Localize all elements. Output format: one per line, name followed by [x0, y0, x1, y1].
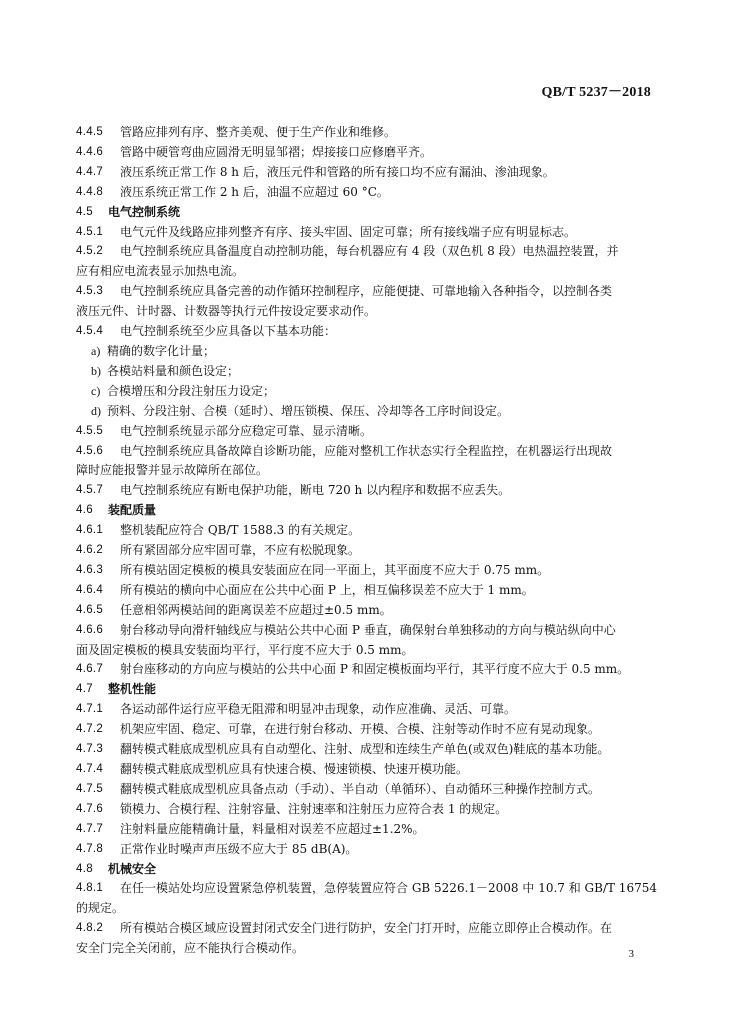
clause-text: 所有模站的横向中心面应在公共中心面 P 上，相互偏移误差不应大于 1 mm。 [120, 582, 534, 597]
clause-text: 在任一模站处均应设置紧急停机装置，急停装置应符合 GB 5226.1－2008 中 10.7 和 GB/T 16754 [120, 881, 657, 896]
clause-number: 4.7.4 [76, 763, 104, 775]
clause-text: 翻转模式鞋底成型机应具有快速合模、慢速锁模、快速开模功能。 [120, 762, 469, 776]
clause-number: 4.6.5 [76, 603, 104, 616]
clause-text: 电气控制系统应具备故障自诊断功能，应能对整机工作状态实行全程监控，在机器运行出现故 [120, 443, 613, 458]
list-item-label: c) [91, 383, 101, 398]
clause-text: 电气控制系统应具备温度自动控制功能，每台机器应有 4 段（双色机 8 段）电热温控装置，并 [120, 244, 619, 259]
clause-text: 液压系统正常工作 8 h 后，液压元件和管路的所有接口均不应有漏油、渗油现象。 [120, 164, 555, 179]
clause-line [76, 919, 658, 939]
clause-text: 射台移动导向滑杆轴线应与模站公共中心面 P 垂直，确保射台单独移动的方向与模站纵向中心 [120, 622, 616, 637]
clause-line [76, 322, 658, 342]
clause-text: 所有模站固定模板的模具安装面应在同一平面上，其平面度不应大于 0.75 mm。 [120, 562, 550, 577]
clause-text: 电气控制系统显示部分应稳定可靠、显示清晰。 [120, 423, 373, 438]
clause-number: 4.8 [76, 862, 93, 875]
clause-text: 所有模站合模区域应设置封闭式安全门进行防护，安全门打开时，应能立即停止合模动作。在 [120, 921, 613, 936]
clause-line [76, 561, 658, 581]
clause-line [76, 840, 658, 860]
clause-number: 4.6.4 [76, 583, 104, 596]
clause-line [76, 123, 658, 143]
clause-number: 4.7.3 [76, 743, 104, 756]
clause-line [76, 461, 658, 481]
clause-number: 4.6.3 [76, 563, 104, 576]
list-item-label: b) [91, 363, 101, 378]
clause-text: 整机性能 [108, 682, 157, 697]
clause-text: 管路应排列有序、整齐美观、便于生产作业和维修。 [120, 125, 397, 139]
clause-line [76, 302, 658, 322]
clause-number: 4.4.6 [76, 145, 104, 158]
page-number: 3 [628, 948, 634, 960]
clause-number: 4.7.7 [76, 822, 104, 835]
clause-line [76, 581, 658, 601]
clause-line [76, 899, 658, 919]
clause-text: 电气控制系统至少应具备以下基本功能： [120, 324, 337, 339]
clause-text: 面及固定模板的模具安装面均平行，平行度不应大于 0.5 mm。 [76, 642, 414, 657]
clause-number: 4.4.7 [76, 165, 104, 178]
clause-text: 的规定。 [76, 901, 125, 916]
clause-line [76, 760, 658, 780]
clause-text: 翻转模式鞋底成型机应具有自动塑化、注射、成型和连续生产单色(或双色)鞋底的基本功能。 [120, 742, 610, 757]
section-heading [76, 860, 658, 880]
clause-line [76, 800, 658, 820]
section-heading [76, 680, 658, 700]
clause-line [76, 163, 658, 183]
clause-line [76, 242, 658, 262]
clause-line [76, 879, 658, 899]
clause-line [76, 720, 658, 740]
list-item [76, 402, 658, 422]
clause-line [76, 621, 658, 641]
clause-text: 各运动部件运行应平稳无阻滞和明显冲击现象，动作应准确、灵活、可靠。 [120, 702, 517, 717]
clause-text: 锁模力、合模行程、注射容量、注射速率和注射压力应符合表 1 的规定。 [120, 801, 508, 816]
clause-text: 翻转模式鞋底成型机应具备点动（手动）、半自动（单循环）、自动循环三种操作控制方式。 [120, 781, 601, 796]
document-body [76, 123, 658, 959]
clause-text: 所有紧固部分应牢固可靠，不应有松脱现象。 [120, 543, 361, 558]
clause-line [76, 183, 658, 203]
clause-text: 电气控制系统应有断电保护功能，断电 720 h 以内程序和数据不应丢失。 [120, 483, 511, 498]
list-item [76, 362, 658, 382]
list-item [76, 342, 658, 362]
clause-line [76, 740, 658, 760]
clause-text: 电气控制系统应具备完善的动作循环控制程序，应能便捷、可靠地输入各种指令，以控制各类 [120, 284, 613, 299]
clause-text: 注射料量应能精确计量，料量相对误差不应超过±1.2%。 [120, 821, 425, 836]
clause-number: 4.7.5 [76, 782, 104, 795]
clause-number: 4.6.2 [76, 544, 104, 557]
clause-line [76, 660, 658, 680]
clause-number: 4.4.5 [76, 126, 104, 138]
clause-number: 4.5.6 [76, 444, 104, 457]
clause-number: 4.8.1 [76, 882, 104, 895]
clause-line [76, 820, 658, 840]
clause-number: 4.5.3 [76, 285, 104, 298]
clause-text: 机架应牢固、稳定、可靠，在进行射台移动、开模、合模、注射等动作时不应有晃动现象。 [120, 722, 601, 737]
clause-number: 4.6.6 [76, 623, 104, 636]
clause-number: 4.5.4 [76, 325, 104, 338]
clause-line [76, 700, 658, 720]
list-item [76, 382, 658, 402]
clause-line [76, 481, 658, 501]
clause-text: 任意相邻两模站间的距离误差不应超过±0.5 mm。 [120, 602, 392, 617]
clause-number: 4.7 [76, 683, 93, 696]
list-item-label: a) [91, 343, 101, 358]
clause-line [76, 601, 658, 621]
clause-text: 预料、分段注射、合模（延时）、增压锁模、保压、冷却等各工序时间设定。 [107, 403, 510, 418]
clause-line [76, 282, 658, 302]
clause-line [76, 939, 658, 959]
clause-number: 4.5.2 [76, 245, 104, 258]
clause-number: 4.7.8 [76, 842, 104, 855]
clause-text: 整机装配应符合 QB/T 1588.3 的有关规定。 [120, 523, 361, 538]
clause-text: 电气控制系统 [108, 204, 181, 219]
clause-text: 电气元件及线路应排列整齐有序、接头牢固、固定可靠；所有接线端子应有明显标志。 [120, 224, 577, 239]
clause-text: 安全门完全关闭前，应不能执行合模动作。 [76, 941, 305, 956]
clause-line [76, 641, 658, 661]
clause-line [76, 521, 658, 541]
clause-line [76, 143, 658, 163]
clause-number: 4.5.7 [76, 484, 104, 497]
clause-text: 应有相应电流表显示加热电流。 [76, 264, 245, 279]
clause-number: 4.5.5 [76, 424, 104, 437]
clause-line [76, 541, 658, 561]
clause-number: 4.6 [76, 504, 93, 517]
clause-text: 装配质量 [108, 503, 157, 518]
clause-line [76, 223, 658, 243]
clause-text: 射台座移动的方向应与模站的公共中心面 P 和固定模板面均平行，其平行度不应大于 0.5 mm。 [120, 662, 630, 677]
section-heading [76, 203, 658, 223]
section-heading [76, 501, 658, 521]
clause-text: 各模站料量和颜色设定； [107, 363, 240, 378]
clause-text: 合模增压和分段注射压力设定； [107, 383, 276, 398]
clause-number: 4.7.1 [76, 703, 104, 716]
clause-line [76, 422, 658, 442]
clause-text: 机械安全 [108, 861, 157, 876]
clause-number: 4.7.2 [76, 723, 104, 736]
list-item-label: d) [91, 403, 101, 418]
standard-number-header: QB/T 5237－2018 [541, 85, 651, 100]
clause-number: 4.6.1 [76, 524, 104, 537]
clause-line [76, 780, 658, 800]
clause-number: 4.6.7 [76, 663, 104, 676]
clause-text: 精确的数字化计量； [107, 343, 216, 358]
clause-text: 液压元件、计时器、计数器等执行元件按设定要求动作。 [76, 304, 377, 319]
clause-text: 正常作业时噪声声压级不应大于 85 dB(A)。 [120, 841, 358, 856]
clause-number: 4.5.1 [76, 225, 104, 238]
clause-text: 管路中硬管弯曲应圆滑无明显邹褶；焊接接口应修磨平齐。 [120, 144, 433, 159]
clause-text: 障时应能报警并显示故障所在部位。 [76, 463, 269, 478]
clause-number: 4.4.8 [76, 185, 104, 198]
clause-line [76, 442, 658, 462]
clause-text: 液压系统正常工作 2 h 后，油温不应超过 60 °C。 [120, 184, 389, 199]
clause-number: 4.5 [76, 205, 93, 218]
clause-number: 4.7.6 [76, 802, 104, 815]
clause-line [76, 262, 658, 282]
clause-number: 4.8.2 [76, 922, 104, 935]
